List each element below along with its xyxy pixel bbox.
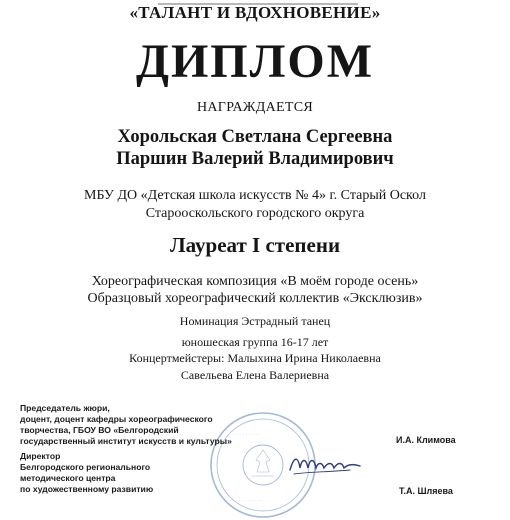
jury-chair-title-line: государственный институт искусств и культуры» [20, 436, 232, 446]
jury-chair-name: И.А. Климова [396, 435, 456, 445]
collective-line: Образцовый хореографический коллектив «Эксклюзив» [87, 291, 423, 306]
jury-chair-title-line: творчества, ГБОУ ВО «Белгородский [20, 425, 179, 435]
director-name: Т.А. Шляева [399, 486, 453, 496]
diploma-title: ДИПЛОМ [135, 35, 375, 88]
svg-text:· · · · · · · · · · · ·: · · · · · · · · · · · · [226, 498, 263, 504]
director-title-line: Директор [20, 451, 61, 461]
director-title-line: методического центра [20, 473, 116, 483]
director-title-line: по художественному развитию [20, 484, 154, 494]
awarded-label: НАГРАЖДАЕТСЯ [196, 100, 313, 115]
laureate-degree: Лауреат I степени [169, 233, 341, 257]
director-signature [288, 448, 364, 482]
accompanists-line: Савельева Елена Валериевна [180, 368, 330, 382]
jury-chair-title-line: доцент, доцент кафедры хореографического [20, 414, 213, 424]
jury-chair-title [20, 403, 232, 447]
jury-chair-title-line: Председатель жюри, [20, 403, 110, 413]
nomination: Номинация Эстрадный танец [179, 314, 331, 328]
director-title [20, 451, 153, 495]
svg-text:· · · · · · · · · ·: · · · · · · · · · · [230, 432, 261, 438]
contest-name: «ТАЛАНТ И ВДОХНОВЕНИЕ» [129, 3, 381, 22]
director-title-line: Белгородского регионального [20, 462, 151, 472]
accompanists-line: Концертмейстеры: Малыхина Ирина Николаевна [129, 351, 381, 365]
recipient-name: Хорольская Светлана Сергеевна [117, 127, 393, 147]
school-line: МБУ ДО «Детская школа искусств № 4» г. Старый Оскол [84, 188, 426, 203]
school-line: Старооскольского городского округа [145, 206, 365, 221]
age-group: юношеская группа 16-17 лет [181, 335, 329, 349]
recipient-name: Паршин Валерий Владимирович [116, 149, 394, 169]
composition-line: Хореографическая композиция «В моём городе осень» [91, 274, 419, 289]
